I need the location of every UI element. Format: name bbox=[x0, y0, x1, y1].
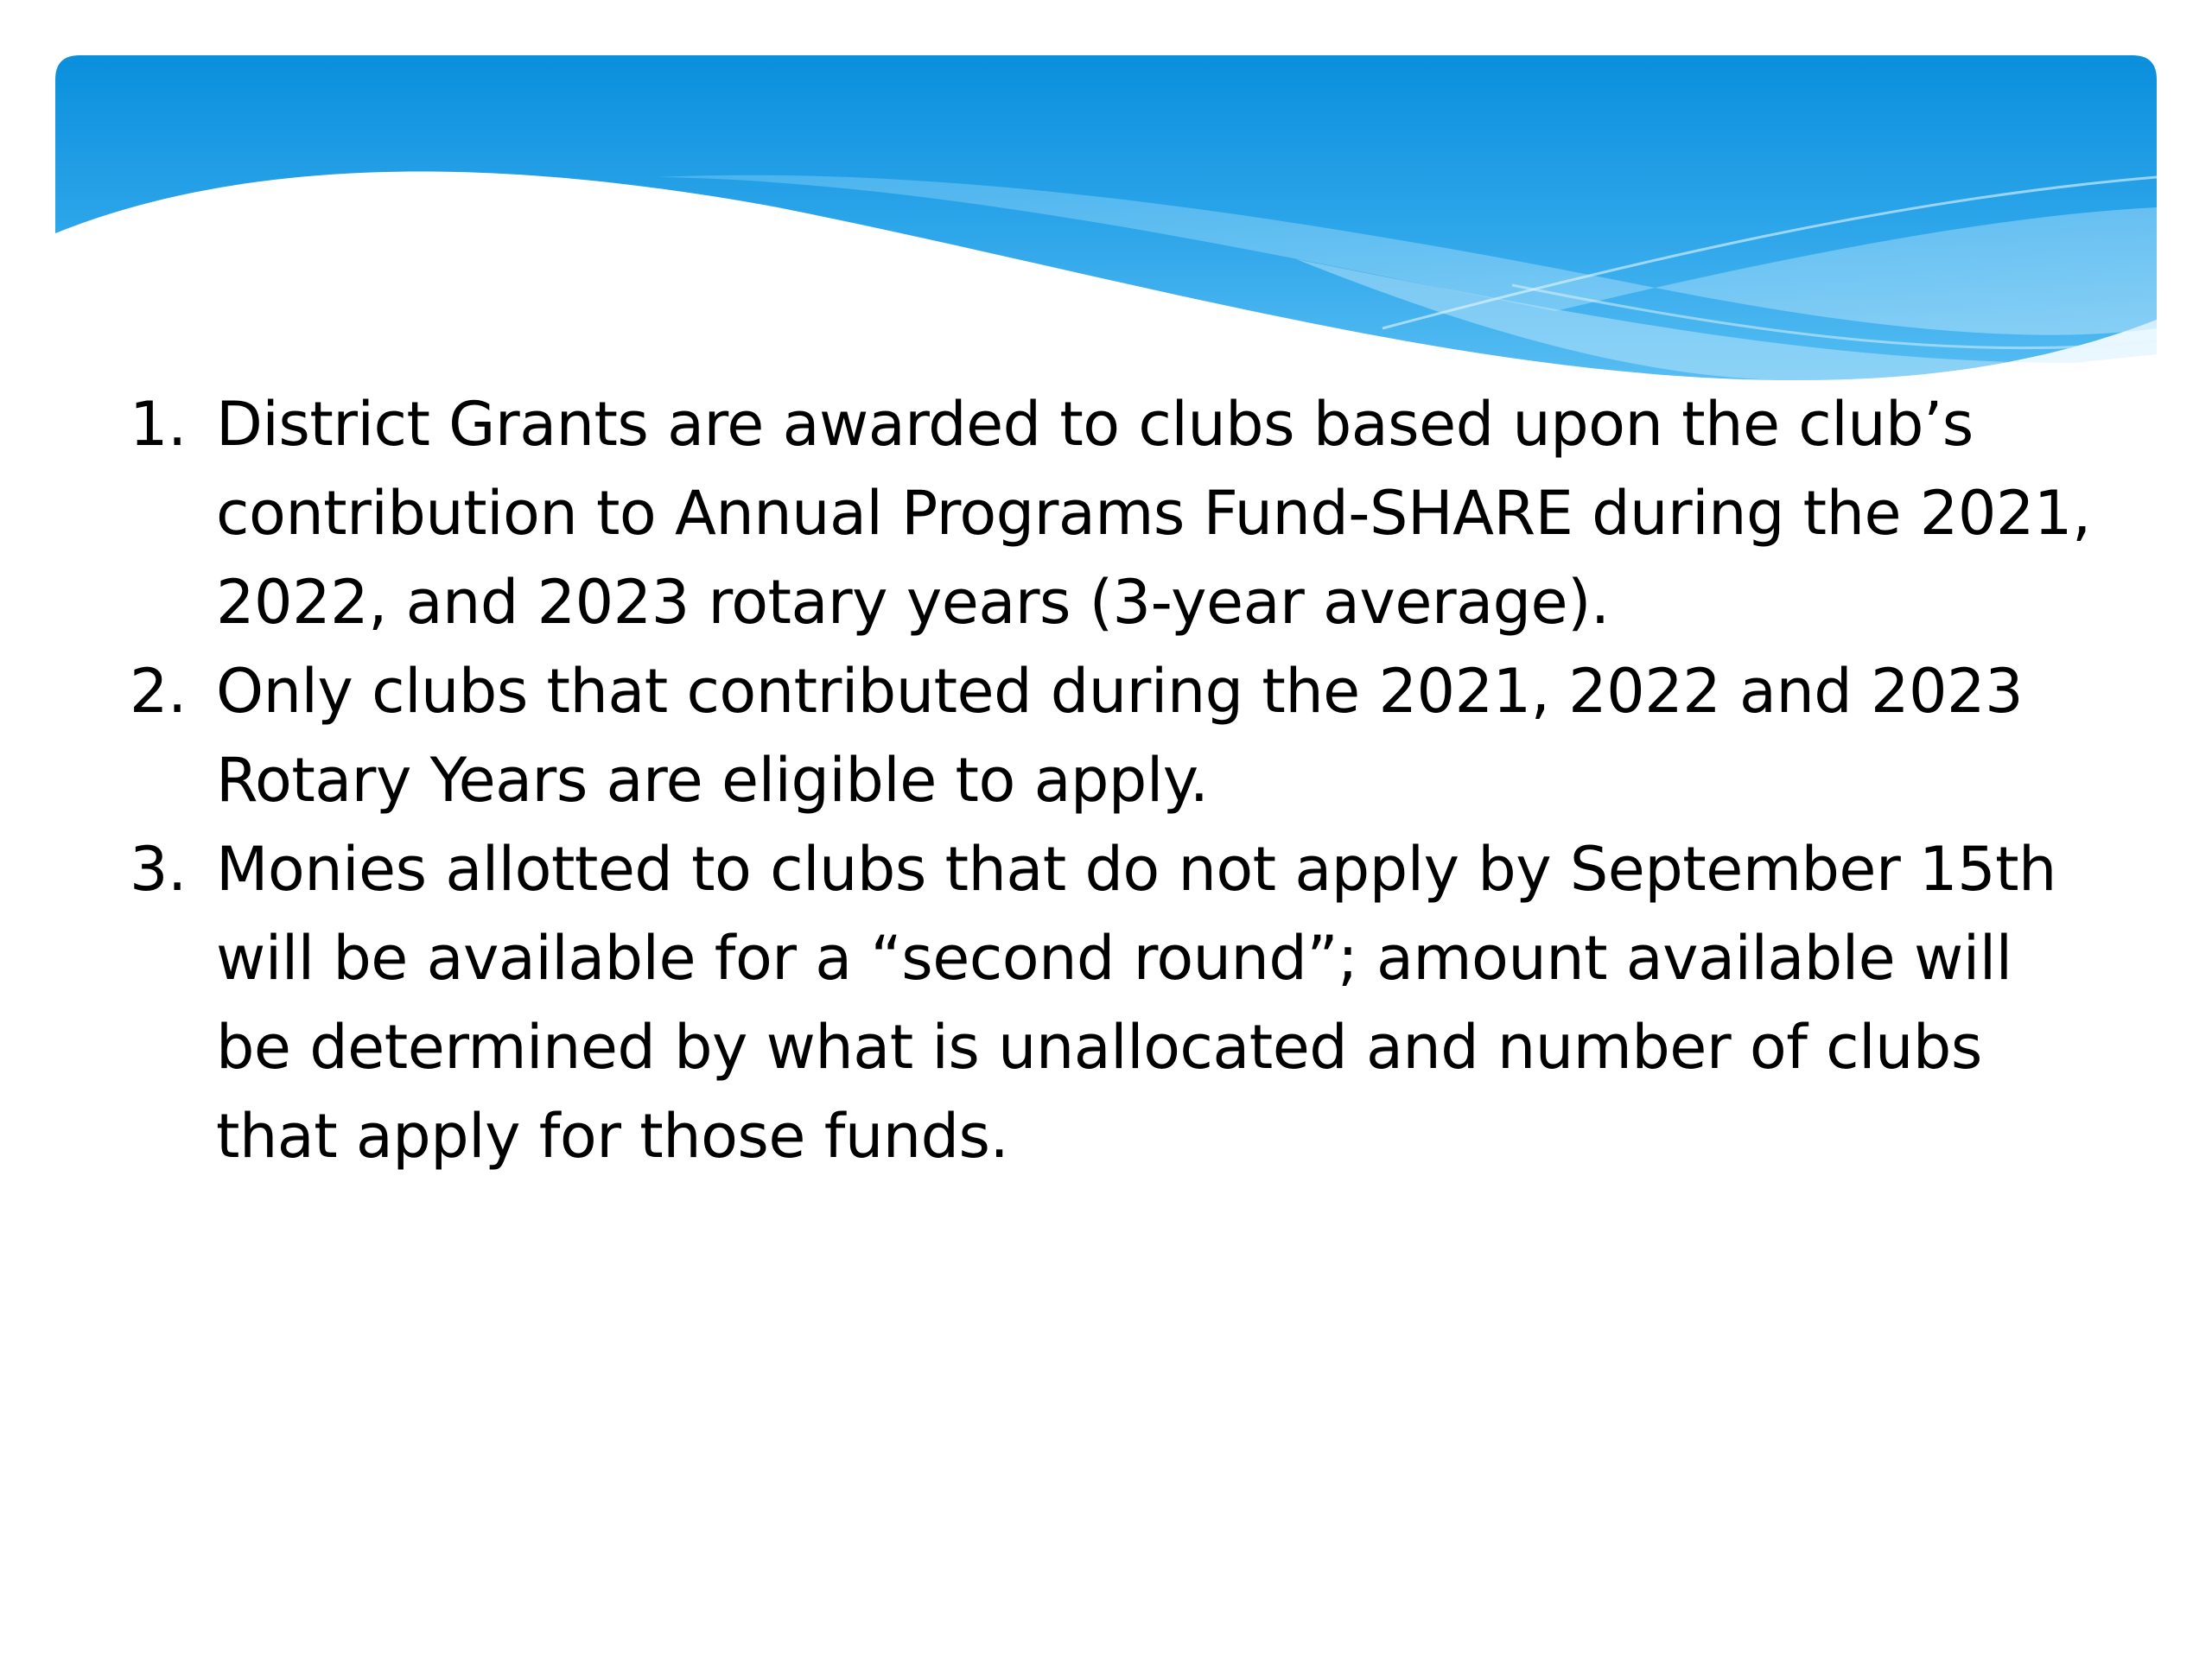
list-item-text: Only clubs that contributed during the 2021, 2022 and 2023 Rotary Years are eligible to apply. bbox=[216, 656, 2024, 816]
list-item bbox=[130, 647, 2100, 825]
header-wave-banner bbox=[0, 0, 2212, 397]
list-item-text: District Grants are awarded to clubs based upon the club’s contribution to Annual Programs Fund-SHARE during the 2021, 2022, and 2023 rotary years (3-year average). bbox=[216, 389, 2091, 638]
slide-body bbox=[130, 380, 2100, 1181]
eligibility-point-list bbox=[130, 380, 2100, 1181]
list-item-number: 2. bbox=[130, 656, 187, 727]
list-item bbox=[130, 380, 2100, 647]
list-item bbox=[130, 825, 2100, 1181]
list-item-number: 3. bbox=[130, 834, 187, 905]
list-item-number: 1. bbox=[130, 389, 187, 460]
list-item-text: Monies allotted to clubs that do not apply by September 15th will be available for a “second round”; amount available will be determined by what is unallocated and number of clubs that apply for those funds. bbox=[216, 834, 2056, 1172]
